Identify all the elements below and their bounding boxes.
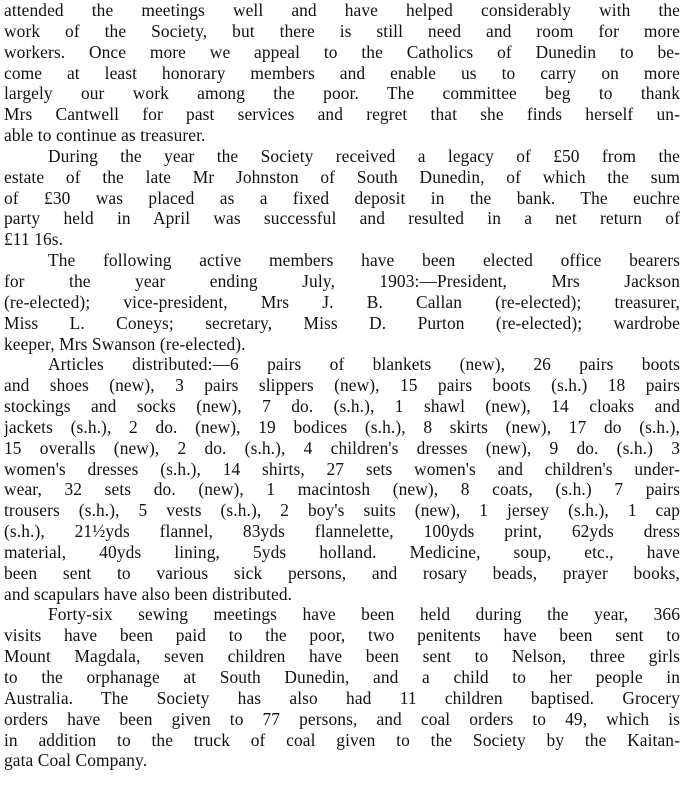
text-line: 15 overalls (new), 2 do. (s.h.), 4 children's dresses (new), 9 do. (s.h.) 3	[4, 437, 680, 458]
text-line: material, 40yds lining, 5yds holland. Medicine, soup, etc., have	[4, 541, 680, 562]
text-line: trousers (s.h.), 5 vests (s.h.), 2 boy's suits (new), 1 jersey (s.h.), 1 cap	[4, 500, 680, 521]
text-line: stockings and socks (new), 7 do. (s.h.), 1 shawl (new), 14 cloaks and	[4, 396, 680, 417]
paragraph-sewing-meetings	[4, 604, 680, 771]
paragraph-membership-appeal	[4, 0, 680, 146]
paragraph-articles-distributed	[4, 354, 680, 604]
text-line: orders have been given to 77 persons, and coal orders to 49, which is	[4, 708, 680, 729]
text-line: (re-elected); vice-president, Mrs J. B. Callan (re-elected); treasurer,	[4, 291, 680, 312]
text-line: gata Coal Company.	[4, 750, 148, 771]
text-line: Articles distributed:—6 pairs of blankets (new), 26 pairs boots	[48, 354, 680, 375]
text-line: Miss L. Coneys; secretary, Miss D. Purton (re-elected); wardrobe	[4, 312, 680, 333]
text-line: to the orphanage at South Dunedin, and a child to her people in	[4, 667, 680, 687]
text-line: Mrs Cantwell for past services and regret that she finds herself un-	[4, 104, 680, 125]
text-line: visits have been paid to the poor, two penitents have been sent to	[4, 625, 680, 646]
text-line: and shoes (new), 3 pairs slippers (new), 15 pairs boots (s.h.) 18 pairs	[4, 375, 680, 396]
text-line: During the year the Society received a legacy of £50 from the	[48, 145, 680, 166]
text-line: of £30 was placed as a fixed deposit in the bank. The euchre	[4, 187, 680, 208]
text-line: Forty-six sewing meetings have been held during the year, 366	[48, 604, 680, 625]
text-line: women's dresses (s.h.), 14 shirts, 27 sets women's and children's under-	[4, 458, 680, 479]
text-line: wear, 32 sets do. (new), 1 macintosh (new), 8 coats, (s.h.) 7 pairs	[4, 479, 680, 500]
text-line: £11 16s.	[4, 229, 64, 250]
text-line: for the year ending July, 1903:—President, Mrs Jackson	[4, 270, 680, 291]
text-line: attended the meetings well and have helped considerably with the	[4, 0, 680, 20]
text-line: been sent to various sick persons, and rosary beads, prayer books,	[4, 562, 680, 583]
text-line: (s.h.), 21½yds flannel, 83yds flannelette, 100yds print, 62yds dress	[4, 521, 680, 542]
text-line: and scapulars have also been distributed.	[4, 583, 293, 604]
paragraph-legacy	[4, 146, 680, 250]
text-line: keeper, Mrs Swanson (re-elected).	[4, 333, 246, 354]
text-line: jackets (s.h.), 2 do. (new), 19 bodices (s.h.), 8 skirts (new), 17 do (s.h.),	[4, 416, 680, 437]
text-line: work of the Society, but there is still need and room for more	[4, 20, 680, 41]
paragraph-office-bearers	[4, 250, 680, 354]
text-line: party held in April was successful and resulted in a net return of	[4, 208, 680, 229]
text-line: estate of the late Mr Johnston of South Dunedin, of which the sum	[4, 166, 680, 187]
text-line: workers. Once more we appeal to the Catholics of Dunedin to be-	[4, 41, 680, 62]
text-line: come at least honorary members and enable us to carry on more	[4, 62, 680, 83]
text-line: largely our work among the poor. The committee beg to thank	[4, 83, 680, 104]
text-line: able to continue as treasurer.	[4, 125, 206, 146]
text-line: in addition to the truck of coal given to the Society by the Kaitan-	[4, 729, 680, 750]
text-line: The following active members have been elected office bearers	[48, 250, 680, 271]
text-line: Mount Magdala, seven children have been sent to Nelson, three girls	[4, 646, 680, 667]
text-line: Australia. The Society has also had 11 children baptised. Grocery	[4, 687, 680, 708]
